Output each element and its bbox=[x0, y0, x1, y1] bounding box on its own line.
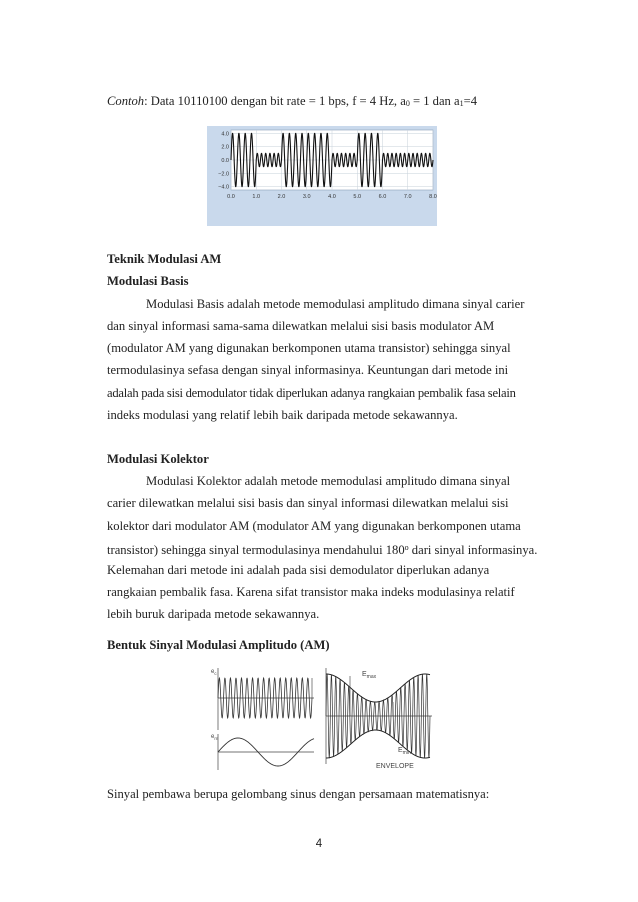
emin-label: $E_{min}$ bbox=[398, 747, 411, 756]
paragraph-line: dan sinyal informasi sama-sama dilewatkan melalui sisi basis modulator AM bbox=[107, 319, 495, 333]
x-tick-label: 4.0 bbox=[328, 194, 336, 200]
carrier-label: $e_c$ bbox=[211, 669, 217, 676]
paragraph-line: Kelemahan dari metode ini adalah pada sisi demodulator diperlukan adanya bbox=[107, 563, 490, 577]
paragraph-line: Modulasi Kolektor adalah metode memodulasi amplitudo dimana sinyal bbox=[146, 474, 511, 488]
example-text-2: = 1 dan a bbox=[409, 94, 460, 108]
example-label: Contoh bbox=[107, 94, 145, 108]
paragraph-line: carier dilewatkan melalui sisi basis dan sinyal informasi dilewatkan melalui sisi bbox=[107, 496, 509, 510]
x-tick-label: 7.0 bbox=[403, 194, 412, 200]
y-tick-label: −2.0 bbox=[218, 171, 229, 178]
paragraph-line: Modulasi Basis adalah metode memodulasi amplitudo dimana sinyal carier bbox=[146, 297, 525, 311]
subsection-title-bentuk-sinyal: Bentuk Sinyal Modulasi Amplitudo (AM) bbox=[107, 638, 330, 652]
closing-line: Sinyal pembawa berupa gelombang sinus dengan persamaan matematisnya: bbox=[107, 787, 490, 801]
paragraph-line: (modulator AM yang digunakan berkomponen utama transistor) sehingga sinyal bbox=[107, 341, 511, 355]
x-tick-label: 6.0 bbox=[378, 194, 387, 200]
degree-superscript: o bbox=[404, 543, 409, 552]
am-signal-figure bbox=[210, 664, 440, 774]
paragraph-line: kolektor dari modulator AM (modulator AM yang digunakan berkomponen utama bbox=[107, 519, 521, 533]
waveform-figure bbox=[207, 126, 437, 226]
y-tick-label: 2.0 bbox=[221, 144, 229, 151]
page-number: 4 bbox=[315, 838, 323, 850]
paragraph-line: adalah pada sisi demodulator tidak diperlukan adanya rangkaian pembalik fasa selain bbox=[107, 386, 516, 400]
paragraph-line: rangkaian pembalik fasa. Karena sifat transistor maka indeks modulasinya relatif bbox=[107, 585, 515, 599]
message-label: $e_m$ bbox=[211, 734, 219, 741]
a0-subscript: 0 bbox=[405, 99, 410, 108]
subsection-title-modulasi-basis: Modulasi Basis bbox=[107, 274, 189, 288]
example-text-3: =4 bbox=[463, 94, 477, 108]
paragraph-line bbox=[107, 540, 537, 558]
x-tick-label: 3.0 bbox=[302, 194, 311, 200]
example-line bbox=[107, 93, 477, 112]
a1-subscript: 1 bbox=[459, 99, 464, 108]
x-tick-labels bbox=[227, 194, 437, 200]
x-tick-label: 8.0 bbox=[429, 194, 437, 200]
paragraph-line: lebih buruk daripada metode sekawannya. bbox=[107, 607, 320, 621]
carrier-wave bbox=[218, 678, 312, 718]
line-part: dari sinyal informasinya. bbox=[408, 543, 538, 557]
example-separator: : bbox=[144, 94, 151, 108]
paragraph-line: termodulasinya sefasa dengan sinyal informasinya. Keuntungan dari metode ini bbox=[107, 363, 509, 377]
section-title-teknik-am: Teknik Modulasi AM bbox=[107, 252, 222, 266]
envelope-label: ENVELOPE bbox=[376, 763, 414, 770]
y-tick-label: 4.0 bbox=[221, 131, 229, 138]
x-tick-label: 0.0 bbox=[227, 194, 235, 200]
paragraph-line: indeks modulasi yang relatif lebih baik daripada metode sekawannya. bbox=[107, 408, 458, 422]
x-tick-label: 1.0 bbox=[252, 194, 261, 200]
x-tick-label: 5.0 bbox=[353, 194, 362, 200]
example-text-1: Data 10110100 dengan bit rate = 1 bps, f = 4 Hz, a bbox=[150, 94, 406, 108]
y-tick-label: 0.0 bbox=[221, 158, 229, 164]
subsection-title-modulasi-kolektor: Modulasi Kolektor bbox=[107, 452, 209, 466]
y-tick-label: −4.0 bbox=[218, 184, 229, 191]
x-tick-label: 2.0 bbox=[277, 194, 286, 200]
emax-label: $E_{max}$ bbox=[362, 671, 377, 680]
line-part: transistor) sehingga sinyal termodulasinya mendahului 180 bbox=[107, 543, 405, 557]
